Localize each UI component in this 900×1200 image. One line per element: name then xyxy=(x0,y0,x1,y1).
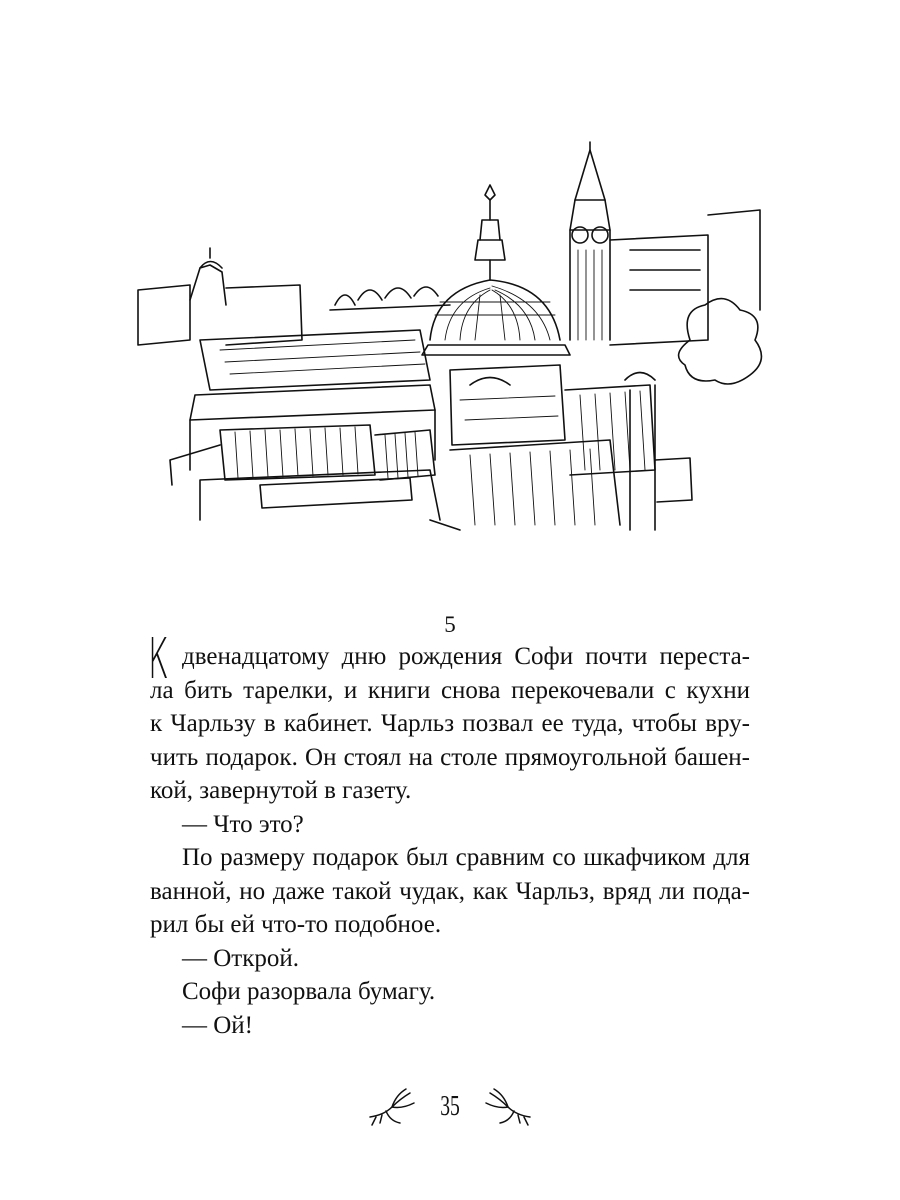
dialogue-line: — Открой. xyxy=(182,944,300,972)
london-rooftops-illustration-icon xyxy=(130,140,770,540)
chapter-body-text xyxy=(148,627,750,1042)
dialogue-line: — Ой! xyxy=(182,1011,254,1039)
paragraph-line: рил бы ей что-то подобное. xyxy=(150,911,442,938)
paragraph-line: ла бить тарелки, и книги снова перекочевали с кухни xyxy=(150,676,750,704)
paragraph-line: По размеру подарок был сравним со шкафчиком для xyxy=(182,844,750,871)
paragraph-line: к Чарльзу в кабинет. Чарльз позвал ее туда, чтобы вру- xyxy=(150,710,750,737)
paragraph xyxy=(148,627,750,808)
paragraph-line: чить подарок. Он стоял на столе прямоугольной башен- xyxy=(150,743,750,771)
paragraph xyxy=(150,841,750,942)
paragraph-line: кой, завернутой в газету. xyxy=(150,777,412,804)
swallow-ornament-left-icon xyxy=(366,1087,418,1127)
drop-cap: К xyxy=(148,627,169,692)
page-number: 35 xyxy=(440,1091,460,1122)
paragraph: Софи разорвала бумагу. xyxy=(182,978,436,1005)
line-text: двенадцатому дню рождения Софи почти переста- xyxy=(182,643,750,670)
chapter-number: 5 xyxy=(444,612,456,637)
paragraph-line: ванной, но даже такой чудак, как Чарльз, вряд ли пода- xyxy=(150,877,750,905)
dialogue-line: — Что это? xyxy=(182,810,304,838)
swallow-ornament-right-icon xyxy=(482,1087,534,1127)
page-footer xyxy=(0,1082,900,1132)
